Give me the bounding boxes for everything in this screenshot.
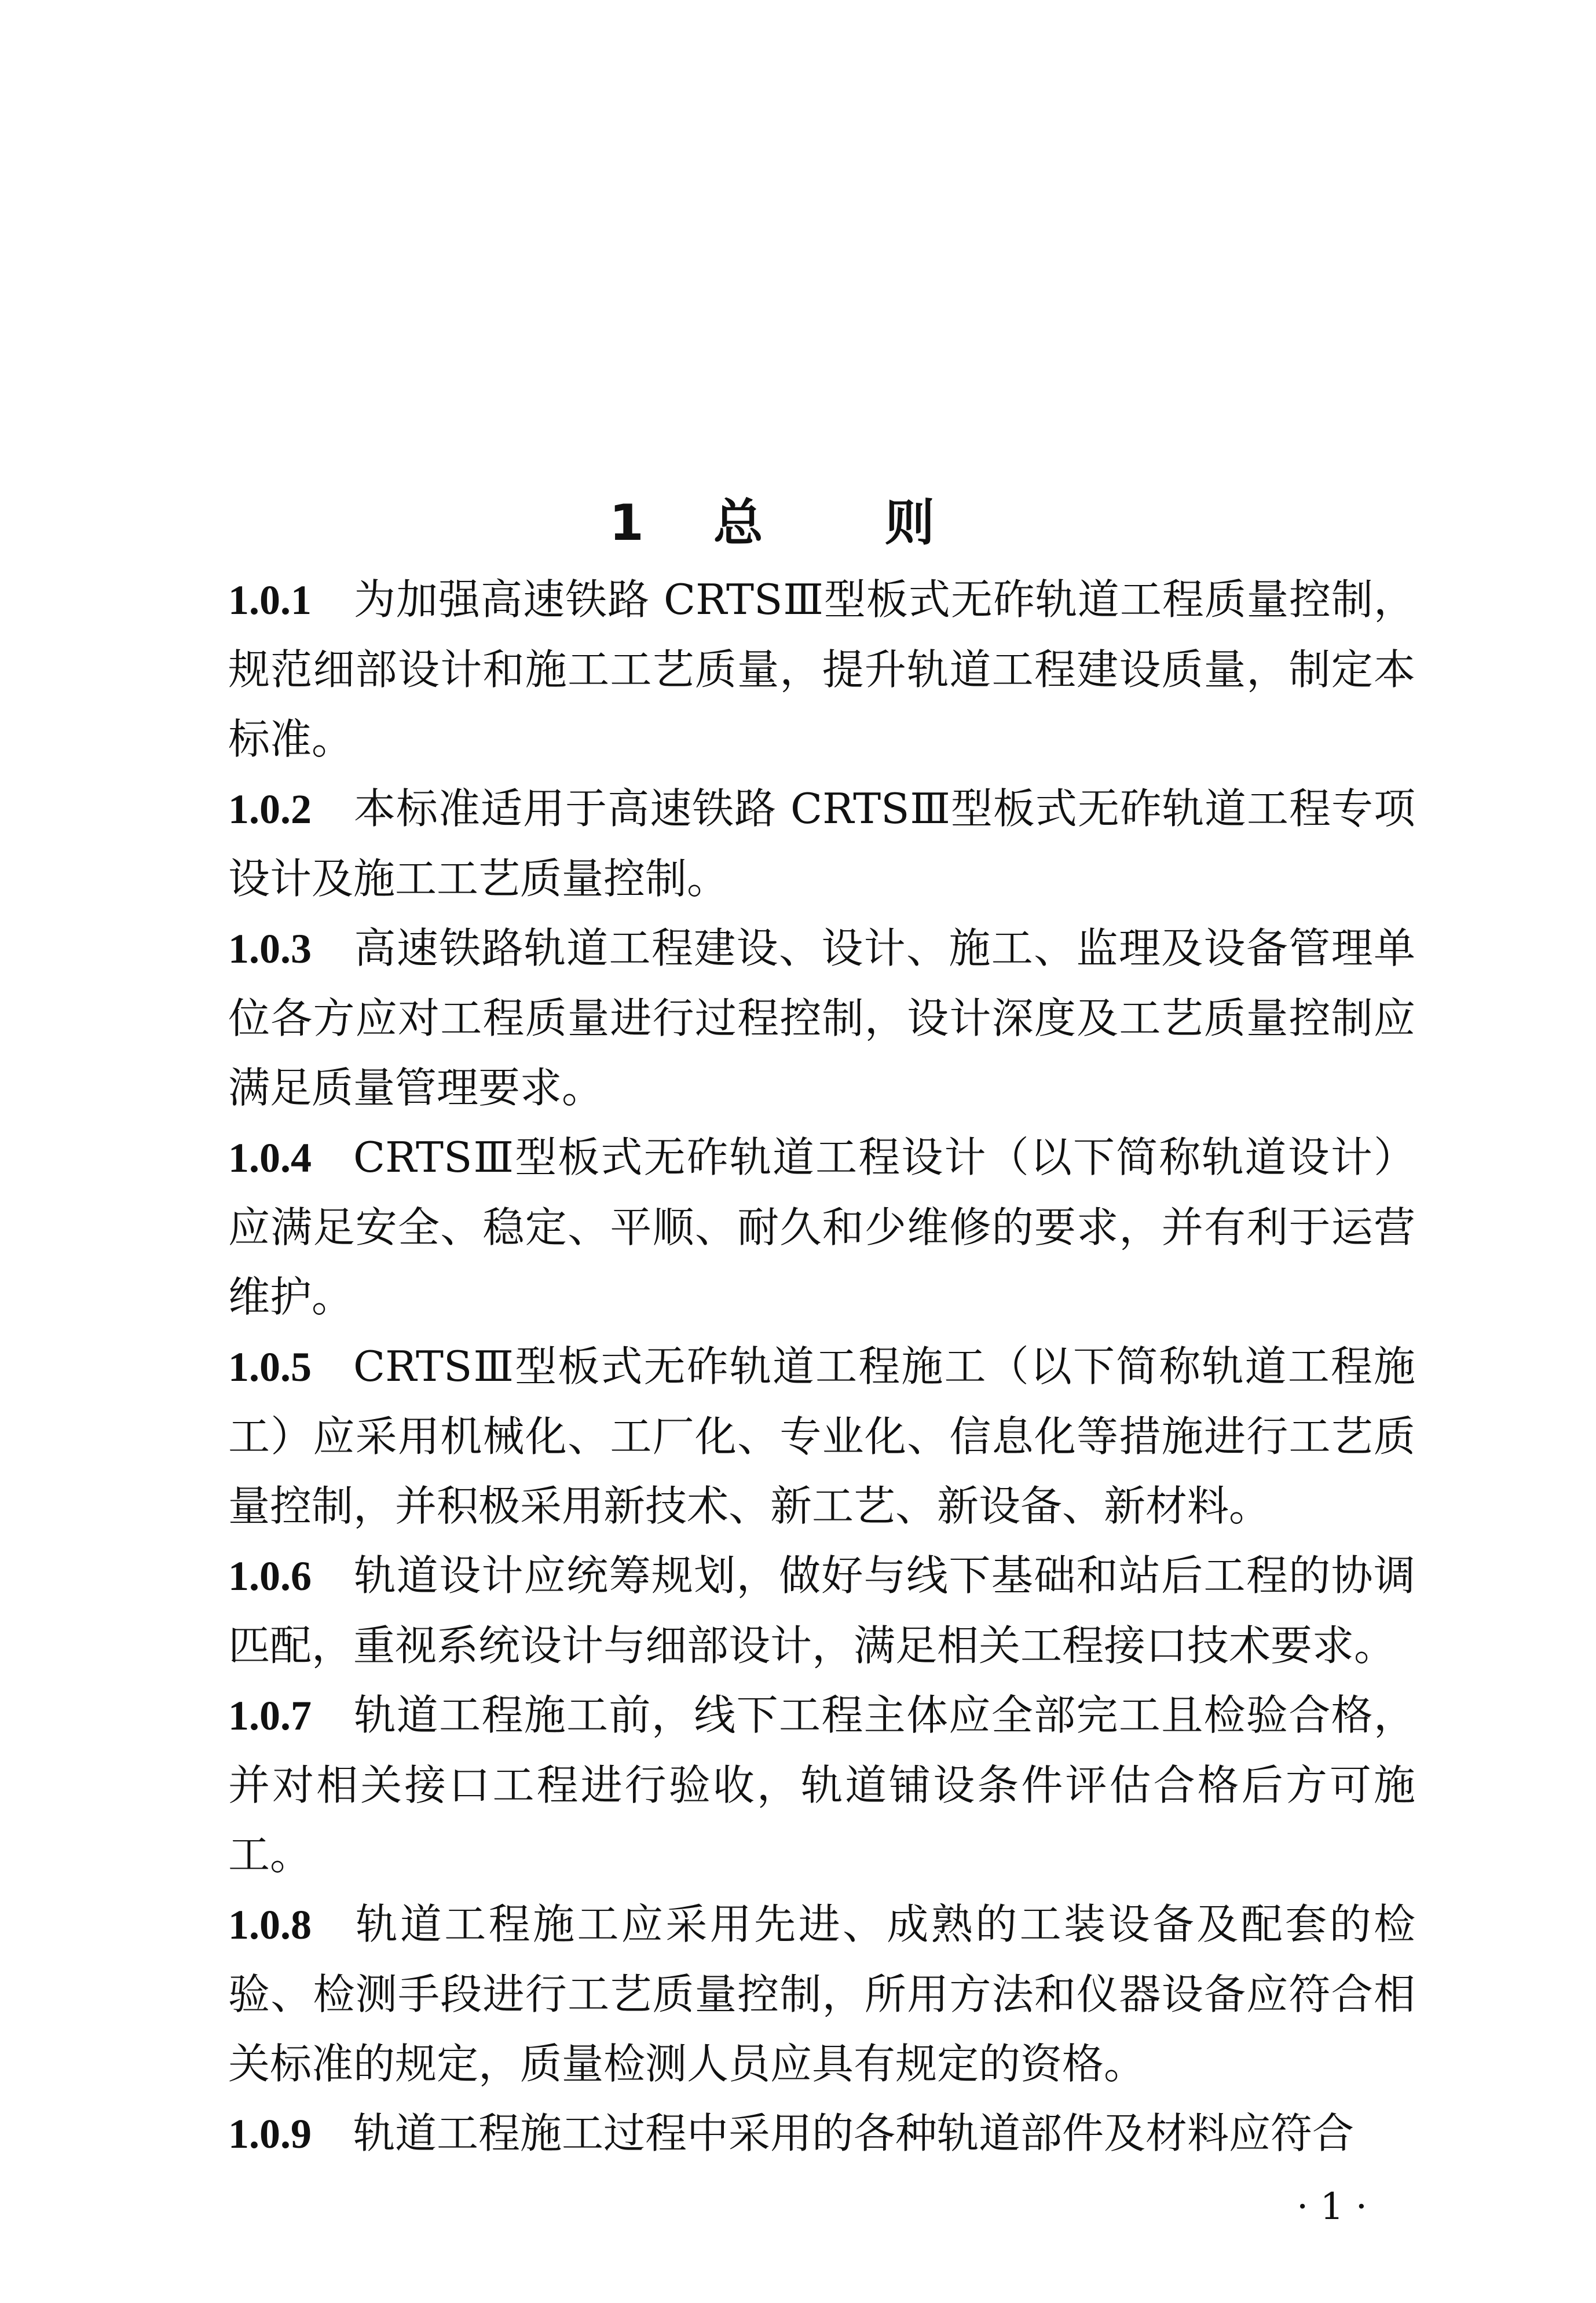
clause-number: 1.0.2 — [228, 786, 312, 832]
clause-number: 1.0.6 — [228, 1553, 312, 1599]
clause — [228, 1123, 1415, 1332]
clause-number: 1.0.1 — [228, 577, 312, 623]
clause-number: 1.0.4 — [228, 1135, 312, 1181]
clause-number: 1.0.7 — [228, 1692, 312, 1739]
clause-text: 高速铁路轨道工程建设、设计、施工、监理及设备管理单位各方应对工程质量进行过程控制，设计深度及工艺质量控制应满足质量管理要求。 — [228, 924, 1415, 1112]
clause-text: CRTSⅢ型板式无砟轨道工程设计（以下简称轨道设计）应满足安全、稳定、平顺、耐久和少维修的要求，并有利于运营维护。 — [228, 1133, 1415, 1321]
chapter-title: 总则 — [713, 494, 1056, 552]
clause-number: 1.0.9 — [228, 2111, 312, 2157]
clause — [228, 774, 1415, 913]
clause — [228, 1889, 1415, 2099]
clause — [228, 913, 1415, 1123]
clause — [228, 1541, 1415, 1680]
clause-text: 轨道工程施工前，线下工程主体应全部完工且检验合格，并对相关接口工程进行验收，轨道铺设条件评估合格后方可施工。 — [228, 1691, 1415, 1879]
clause-text: 轨道工程施工过程中采用的各种轨道部件及材料应符合 — [353, 2109, 1355, 2158]
clause-list — [228, 565, 1415, 2169]
clause-number: 1.0.3 — [228, 926, 312, 972]
clause — [228, 2099, 1415, 2169]
clause-text: 本标准适用于高速铁路 CRTSⅢ型板式无砟轨道工程专项设计及施工工艺质量控制。 — [228, 784, 1415, 903]
page-number: · 1 · — [1296, 2185, 1368, 2228]
clause — [228, 1680, 1415, 1889]
clause-number: 1.0.5 — [228, 1344, 312, 1390]
clause-text: CRTSⅢ型板式无砟轨道工程施工（以下简称轨道工程施工）应采用机械化、工厂化、专业化、信息化等措施进行工艺质量控制，并积极采用新技术、新工艺、新设备、新材料。 — [228, 1342, 1415, 1530]
chapter-number: 1 — [609, 494, 644, 552]
clause-text: 为加强高速铁路 CRTSⅢ型板式无砟轨道工程质量控制，规范细部设计和施工工艺质量，提升轨道工程建设质量，制定本标准。 — [228, 575, 1415, 763]
clause-text: 轨道设计应统筹规划，做好与线下基础和站后工程的协调匹配，重视系统设计与细部设计，满足相关工程接口技术要求。 — [228, 1551, 1415, 1670]
clause-number: 1.0.8 — [228, 1902, 312, 1948]
clause — [228, 1332, 1415, 1541]
clause-text: 轨道工程施工应采用先进、成熟的工装设备及配套的检验、检测手段进行工艺质量控制，所用方法和仪器设备应符合相关标准的规定，质量检测人员应具有规定的资格。 — [228, 1900, 1415, 2088]
clause — [228, 565, 1415, 774]
